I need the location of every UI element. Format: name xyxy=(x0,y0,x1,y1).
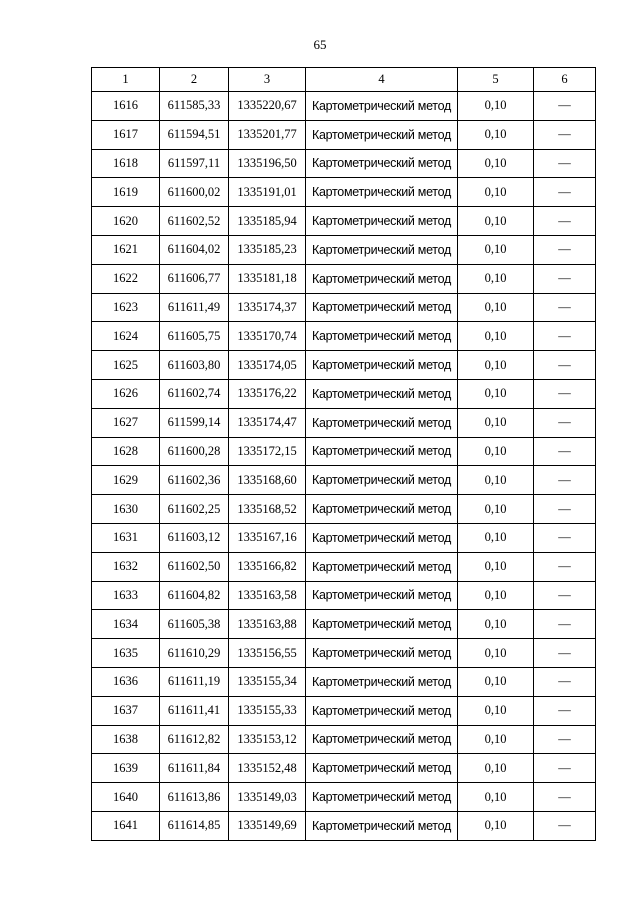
table-row xyxy=(92,264,596,293)
accuracy-cell: 0,10 xyxy=(458,322,534,351)
table-row xyxy=(92,178,596,207)
point-number-cell: 1624 xyxy=(92,322,160,351)
point-number-cell: 1621 xyxy=(92,235,160,264)
x-coordinate-cell: 611604,02 xyxy=(160,235,229,264)
table-row xyxy=(92,149,596,178)
y-coordinate-cell: 1335201,77 xyxy=(229,120,306,149)
method-cell: Картометрический метод xyxy=(306,639,458,668)
y-coordinate-cell: 1335172,15 xyxy=(229,437,306,466)
method-cell: Картометрический метод xyxy=(306,264,458,293)
x-coordinate-cell: 611605,38 xyxy=(160,610,229,639)
x-coordinate-cell: 611611,19 xyxy=(160,667,229,696)
y-coordinate-cell: 1335152,48 xyxy=(229,754,306,783)
description-cell: — xyxy=(534,379,596,408)
method-cell: Картометрический метод xyxy=(306,667,458,696)
table-row xyxy=(92,811,596,840)
accuracy-cell: 0,10 xyxy=(458,149,534,178)
method-cell: Картометрический метод xyxy=(306,408,458,437)
x-coordinate-cell: 611611,41 xyxy=(160,696,229,725)
point-number-cell: 1617 xyxy=(92,120,160,149)
point-number-cell: 1616 xyxy=(92,92,160,121)
accuracy-cell: 0,10 xyxy=(458,581,534,610)
description-cell: — xyxy=(534,581,596,610)
description-cell: — xyxy=(534,437,596,466)
description-cell: — xyxy=(534,293,596,322)
method-cell: Картометрический метод xyxy=(306,235,458,264)
point-number-cell: 1630 xyxy=(92,495,160,524)
method-cell: Картометрический метод xyxy=(306,725,458,754)
table-row xyxy=(92,466,596,495)
description-cell: — xyxy=(534,207,596,236)
y-coordinate-cell: 1335167,16 xyxy=(229,523,306,552)
x-coordinate-cell: 611604,82 xyxy=(160,581,229,610)
accuracy-cell: 0,10 xyxy=(458,293,534,322)
x-coordinate-cell: 611611,84 xyxy=(160,754,229,783)
x-coordinate-cell: 611603,80 xyxy=(160,351,229,380)
description-cell: — xyxy=(534,667,596,696)
method-cell: Картометрический метод xyxy=(306,783,458,812)
accuracy-cell: 0,10 xyxy=(458,639,534,668)
table-row xyxy=(92,351,596,380)
accuracy-cell: 0,10 xyxy=(458,264,534,293)
x-coordinate-cell: 611614,85 xyxy=(160,811,229,840)
y-coordinate-cell: 1335163,58 xyxy=(229,581,306,610)
x-coordinate-cell: 611594,51 xyxy=(160,120,229,149)
coordinates-table xyxy=(91,67,596,841)
column-header: 4 xyxy=(306,68,458,92)
description-cell: — xyxy=(534,466,596,495)
y-coordinate-cell: 1335149,69 xyxy=(229,811,306,840)
description-cell: — xyxy=(534,811,596,840)
description-cell: — xyxy=(534,408,596,437)
point-number-cell: 1639 xyxy=(92,754,160,783)
description-cell: — xyxy=(534,264,596,293)
description-cell: — xyxy=(534,639,596,668)
y-coordinate-cell: 1335185,94 xyxy=(229,207,306,236)
method-cell: Картометрический метод xyxy=(306,523,458,552)
accuracy-cell: 0,10 xyxy=(458,523,534,552)
accuracy-cell: 0,10 xyxy=(458,754,534,783)
table-row xyxy=(92,639,596,668)
accuracy-cell: 0,10 xyxy=(458,811,534,840)
accuracy-cell: 0,10 xyxy=(458,696,534,725)
accuracy-cell: 0,10 xyxy=(458,552,534,581)
column-header: 1 xyxy=(92,68,160,92)
method-cell: Картометрический метод xyxy=(306,754,458,783)
y-coordinate-cell: 1335174,05 xyxy=(229,351,306,380)
x-coordinate-cell: 611606,77 xyxy=(160,264,229,293)
point-number-cell: 1629 xyxy=(92,466,160,495)
table-row xyxy=(92,207,596,236)
method-cell: Картометрический метод xyxy=(306,466,458,495)
point-number-cell: 1631 xyxy=(92,523,160,552)
description-cell: — xyxy=(534,610,596,639)
x-coordinate-cell: 611597,11 xyxy=(160,149,229,178)
x-coordinate-cell: 611585,33 xyxy=(160,92,229,121)
point-number-cell: 1623 xyxy=(92,293,160,322)
method-cell: Картометрический метод xyxy=(306,437,458,466)
x-coordinate-cell: 611603,12 xyxy=(160,523,229,552)
method-cell: Картометрический метод xyxy=(306,581,458,610)
point-number-cell: 1626 xyxy=(92,379,160,408)
point-number-cell: 1619 xyxy=(92,178,160,207)
table-row xyxy=(92,725,596,754)
y-coordinate-cell: 1335176,22 xyxy=(229,379,306,408)
point-number-cell: 1620 xyxy=(92,207,160,236)
table-row xyxy=(92,379,596,408)
x-coordinate-cell: 611605,75 xyxy=(160,322,229,351)
accuracy-cell: 0,10 xyxy=(458,437,534,466)
point-number-cell: 1638 xyxy=(92,725,160,754)
x-coordinate-cell: 611611,49 xyxy=(160,293,229,322)
y-coordinate-cell: 1335163,88 xyxy=(229,610,306,639)
description-cell: — xyxy=(534,523,596,552)
description-cell: — xyxy=(534,120,596,149)
method-cell: Картометрический метод xyxy=(306,92,458,121)
x-coordinate-cell: 611610,29 xyxy=(160,639,229,668)
y-coordinate-cell: 1335166,82 xyxy=(229,552,306,581)
description-cell: — xyxy=(534,495,596,524)
y-coordinate-cell: 1335155,33 xyxy=(229,696,306,725)
table-row xyxy=(92,581,596,610)
accuracy-cell: 0,10 xyxy=(458,466,534,495)
method-cell: Картометрический метод xyxy=(306,351,458,380)
table-row xyxy=(92,495,596,524)
description-cell: — xyxy=(534,754,596,783)
method-cell: Картометрический метод xyxy=(306,293,458,322)
x-coordinate-cell: 611602,50 xyxy=(160,552,229,581)
point-number-cell: 1618 xyxy=(92,149,160,178)
point-number-cell: 1640 xyxy=(92,783,160,812)
table-row xyxy=(92,322,596,351)
method-cell: Картометрический метод xyxy=(306,178,458,207)
accuracy-cell: 0,10 xyxy=(458,235,534,264)
x-coordinate-cell: 611602,25 xyxy=(160,495,229,524)
x-coordinate-cell: 611600,02 xyxy=(160,178,229,207)
x-coordinate-cell: 611600,28 xyxy=(160,437,229,466)
table-header-row xyxy=(92,68,596,92)
description-cell: — xyxy=(534,552,596,581)
table-row xyxy=(92,610,596,639)
table-row xyxy=(92,523,596,552)
table-row xyxy=(92,120,596,149)
description-cell: — xyxy=(534,149,596,178)
table-row xyxy=(92,293,596,322)
accuracy-cell: 0,10 xyxy=(458,351,534,380)
y-coordinate-cell: 1335196,50 xyxy=(229,149,306,178)
table-row xyxy=(92,235,596,264)
accuracy-cell: 0,10 xyxy=(458,178,534,207)
x-coordinate-cell: 611613,86 xyxy=(160,783,229,812)
column-header: 2 xyxy=(160,68,229,92)
point-number-cell: 1637 xyxy=(92,696,160,725)
method-cell: Картометрический метод xyxy=(306,610,458,639)
point-number-cell: 1636 xyxy=(92,667,160,696)
column-header: 6 xyxy=(534,68,596,92)
method-cell: Картометрический метод xyxy=(306,322,458,351)
table-row xyxy=(92,92,596,121)
y-coordinate-cell: 1335168,60 xyxy=(229,466,306,495)
x-coordinate-cell: 611602,52 xyxy=(160,207,229,236)
table-row xyxy=(92,783,596,812)
point-number-cell: 1633 xyxy=(92,581,160,610)
description-cell: — xyxy=(534,725,596,754)
method-cell: Картометрический метод xyxy=(306,120,458,149)
y-coordinate-cell: 1335149,03 xyxy=(229,783,306,812)
table-body xyxy=(92,92,596,841)
accuracy-cell: 0,10 xyxy=(458,207,534,236)
point-number-cell: 1628 xyxy=(92,437,160,466)
point-number-cell: 1625 xyxy=(92,351,160,380)
y-coordinate-cell: 1335168,52 xyxy=(229,495,306,524)
accuracy-cell: 0,10 xyxy=(458,495,534,524)
page-number: 65 xyxy=(313,37,327,52)
point-number-cell: 1634 xyxy=(92,610,160,639)
y-coordinate-cell: 1335220,67 xyxy=(229,92,306,121)
accuracy-cell: 0,10 xyxy=(458,379,534,408)
table-row xyxy=(92,552,596,581)
accuracy-cell: 0,10 xyxy=(458,783,534,812)
description-cell: — xyxy=(534,322,596,351)
method-cell: Картометрический метод xyxy=(306,495,458,524)
description-cell: — xyxy=(534,178,596,207)
description-cell: — xyxy=(534,235,596,264)
table-row xyxy=(92,667,596,696)
table-row xyxy=(92,437,596,466)
column-header: 5 xyxy=(458,68,534,92)
y-coordinate-cell: 1335185,23 xyxy=(229,235,306,264)
x-coordinate-cell: 611602,36 xyxy=(160,466,229,495)
table-row xyxy=(92,754,596,783)
column-header: 3 xyxy=(229,68,306,92)
y-coordinate-cell: 1335174,47 xyxy=(229,408,306,437)
method-cell: Картометрический метод xyxy=(306,552,458,581)
description-cell: — xyxy=(534,92,596,121)
method-cell: Картометрический метод xyxy=(306,379,458,408)
y-coordinate-cell: 1335156,55 xyxy=(229,639,306,668)
y-coordinate-cell: 1335181,18 xyxy=(229,264,306,293)
accuracy-cell: 0,10 xyxy=(458,92,534,121)
method-cell: Картометрический метод xyxy=(306,207,458,236)
point-number-cell: 1632 xyxy=(92,552,160,581)
y-coordinate-cell: 1335170,74 xyxy=(229,322,306,351)
point-number-cell: 1622 xyxy=(92,264,160,293)
accuracy-cell: 0,10 xyxy=(458,408,534,437)
x-coordinate-cell: 611599,14 xyxy=(160,408,229,437)
method-cell: Картометрический метод xyxy=(306,149,458,178)
accuracy-cell: 0,10 xyxy=(458,120,534,149)
y-coordinate-cell: 1335191,01 xyxy=(229,178,306,207)
table-row xyxy=(92,696,596,725)
accuracy-cell: 0,10 xyxy=(458,725,534,754)
point-number-cell: 1627 xyxy=(92,408,160,437)
accuracy-cell: 0,10 xyxy=(458,610,534,639)
method-cell: Картометрический метод xyxy=(306,811,458,840)
y-coordinate-cell: 1335174,37 xyxy=(229,293,306,322)
description-cell: — xyxy=(534,783,596,812)
x-coordinate-cell: 611612,82 xyxy=(160,725,229,754)
description-cell: — xyxy=(534,351,596,380)
y-coordinate-cell: 1335155,34 xyxy=(229,667,306,696)
point-number-cell: 1641 xyxy=(92,811,160,840)
y-coordinate-cell: 1335153,12 xyxy=(229,725,306,754)
description-cell: — xyxy=(534,696,596,725)
point-number-cell: 1635 xyxy=(92,639,160,668)
x-coordinate-cell: 611602,74 xyxy=(160,379,229,408)
method-cell: Картометрический метод xyxy=(306,696,458,725)
accuracy-cell: 0,10 xyxy=(458,667,534,696)
table-row xyxy=(92,408,596,437)
